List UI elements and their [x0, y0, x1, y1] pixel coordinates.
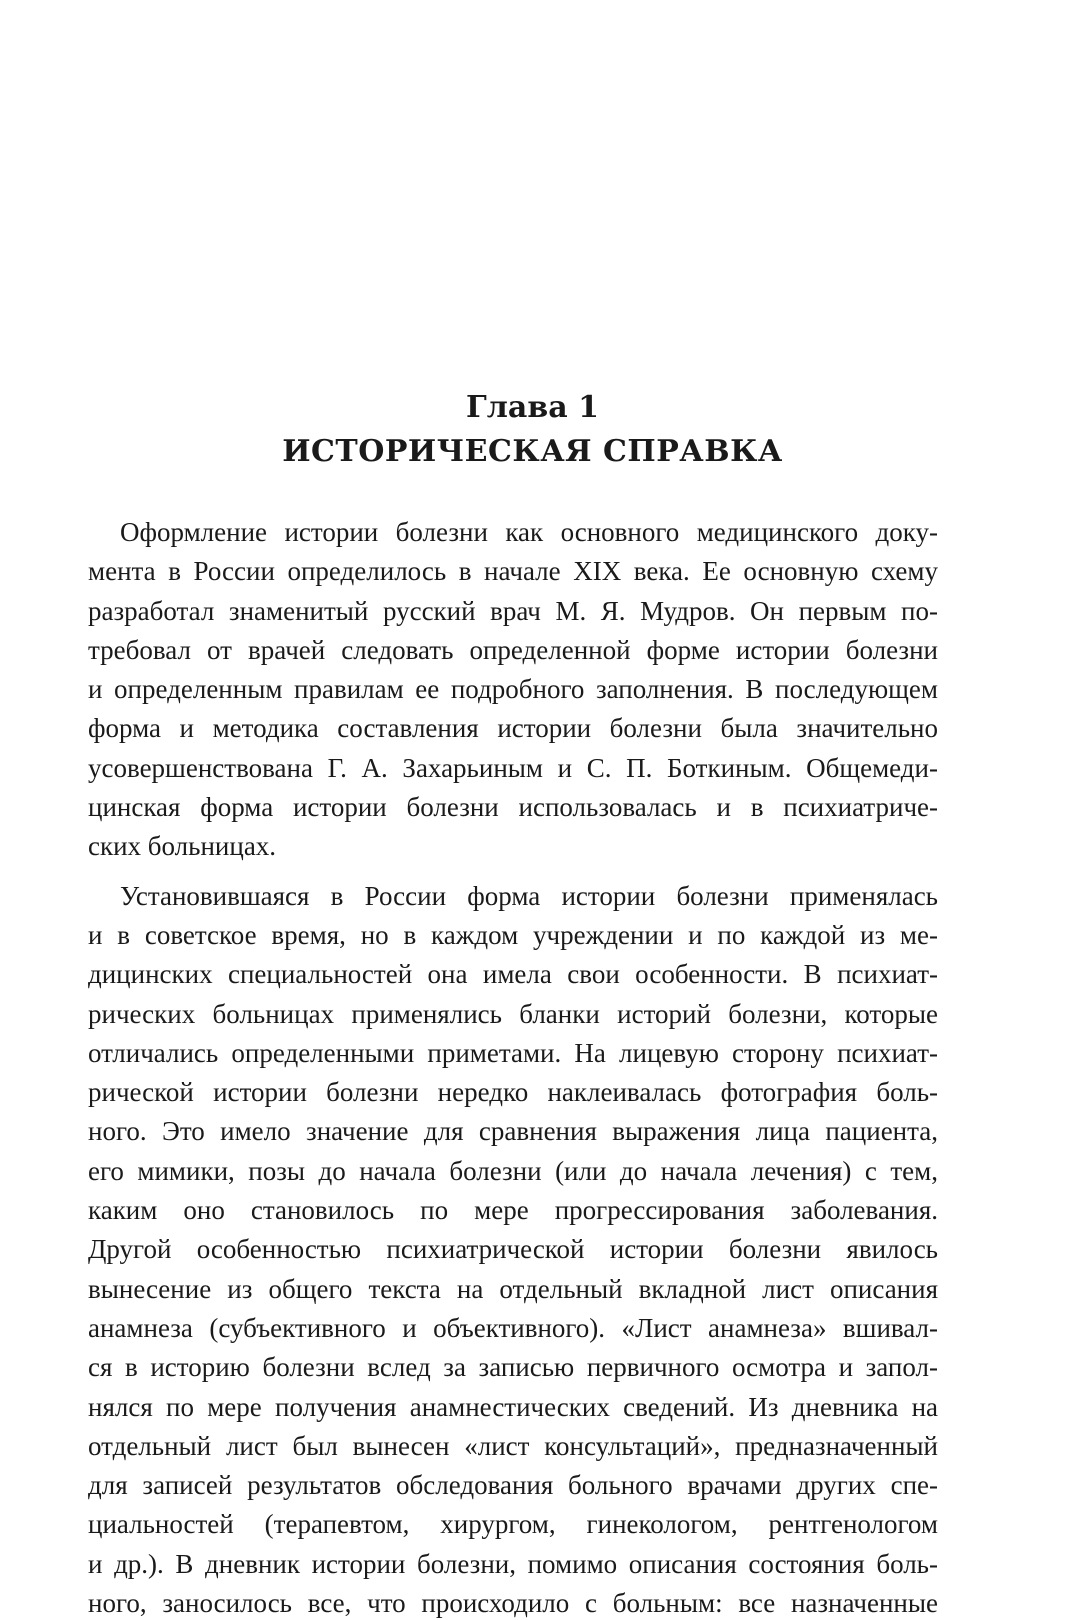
text-line: дицинских специальностей она имела свои особенности. В психиат-: [88, 959, 938, 989]
text-line: анамнеза (субъективного и объективного). «Лист анамнеза» вшивал-: [88, 1313, 938, 1343]
text-line: цинская форма истории болезни использовалась и в психиатриче-: [88, 792, 938, 822]
text-line: отдельный лист был вынесен «лист консультаций», предназначенный: [88, 1431, 938, 1461]
text-line: его мимики, позы до начала болезни (или до начала лечения) с тем,: [88, 1156, 938, 1186]
text-line: вынесение из общего текста на отдельный вкладной лист описания: [88, 1274, 938, 1304]
chapter-number: Глава 1: [466, 390, 599, 425]
text-line: отличались определенными приметами. На лицевую сторону психиат-: [88, 1038, 938, 1068]
text-line: ного. Это имело значение для сравнения выражения лица пациента,: [88, 1116, 938, 1146]
text-line: рической истории болезни нередко наклеивалась фотография боль-: [88, 1077, 938, 1107]
text-line: мента в России определилось в начале XIX века. Ее основную схему: [88, 556, 938, 586]
text-line: циальностей (терапевтом, хирургом, гинекологом, рентгенологом: [88, 1509, 938, 1539]
text-line: ся в историю болезни вслед за записью первичного осмотра и запол-: [88, 1352, 938, 1382]
text-line: разработал знаменитый русский врач М. Я. Мудров. Он первым по-: [88, 596, 938, 626]
text-line: усовершенствована Г. А. Захарьиным и С. П. Боткиным. Общемеди-: [88, 753, 938, 783]
text-line: ских больницах.: [88, 831, 277, 861]
text-line: и определенным правилам ее подробного заполнения. В последующем: [88, 674, 938, 704]
text-line: Другой особенностью психиатрической истории болезни явилось: [88, 1234, 938, 1264]
text-line: и в советское время, но в каждом учреждении и по каждой из ме-: [88, 920, 938, 950]
text-line: рических больницах применялись бланки историй болезни, которые: [88, 999, 938, 1029]
text-line: каким оно становилось по мере прогрессирования заболевания.: [88, 1195, 938, 1225]
text-line: Оформление истории болезни как основного медицинского доку-: [120, 517, 938, 547]
text-line: и др.). В дневник истории болезни, помимо описания состояния боль-: [88, 1549, 938, 1579]
chapter-title: ИСТОРИЧЕСКАЯ СПРАВКА: [282, 434, 783, 469]
text-line: ного, заносилось все, что происходило с больным: все назначенные: [88, 1588, 938, 1618]
text-line: нялся по мере получения анамнестических сведений. Из дневника на: [88, 1392, 938, 1422]
text-line: Установившаяся в России форма истории болезни применялась: [120, 881, 938, 911]
text-line: требовал от врачей следовать определенной форме истории болезни: [88, 635, 938, 665]
text-line: для записей результатов обследования больного врачами других спе-: [88, 1470, 938, 1500]
text-line: форма и методика составления истории болезни была значительно: [88, 713, 938, 743]
